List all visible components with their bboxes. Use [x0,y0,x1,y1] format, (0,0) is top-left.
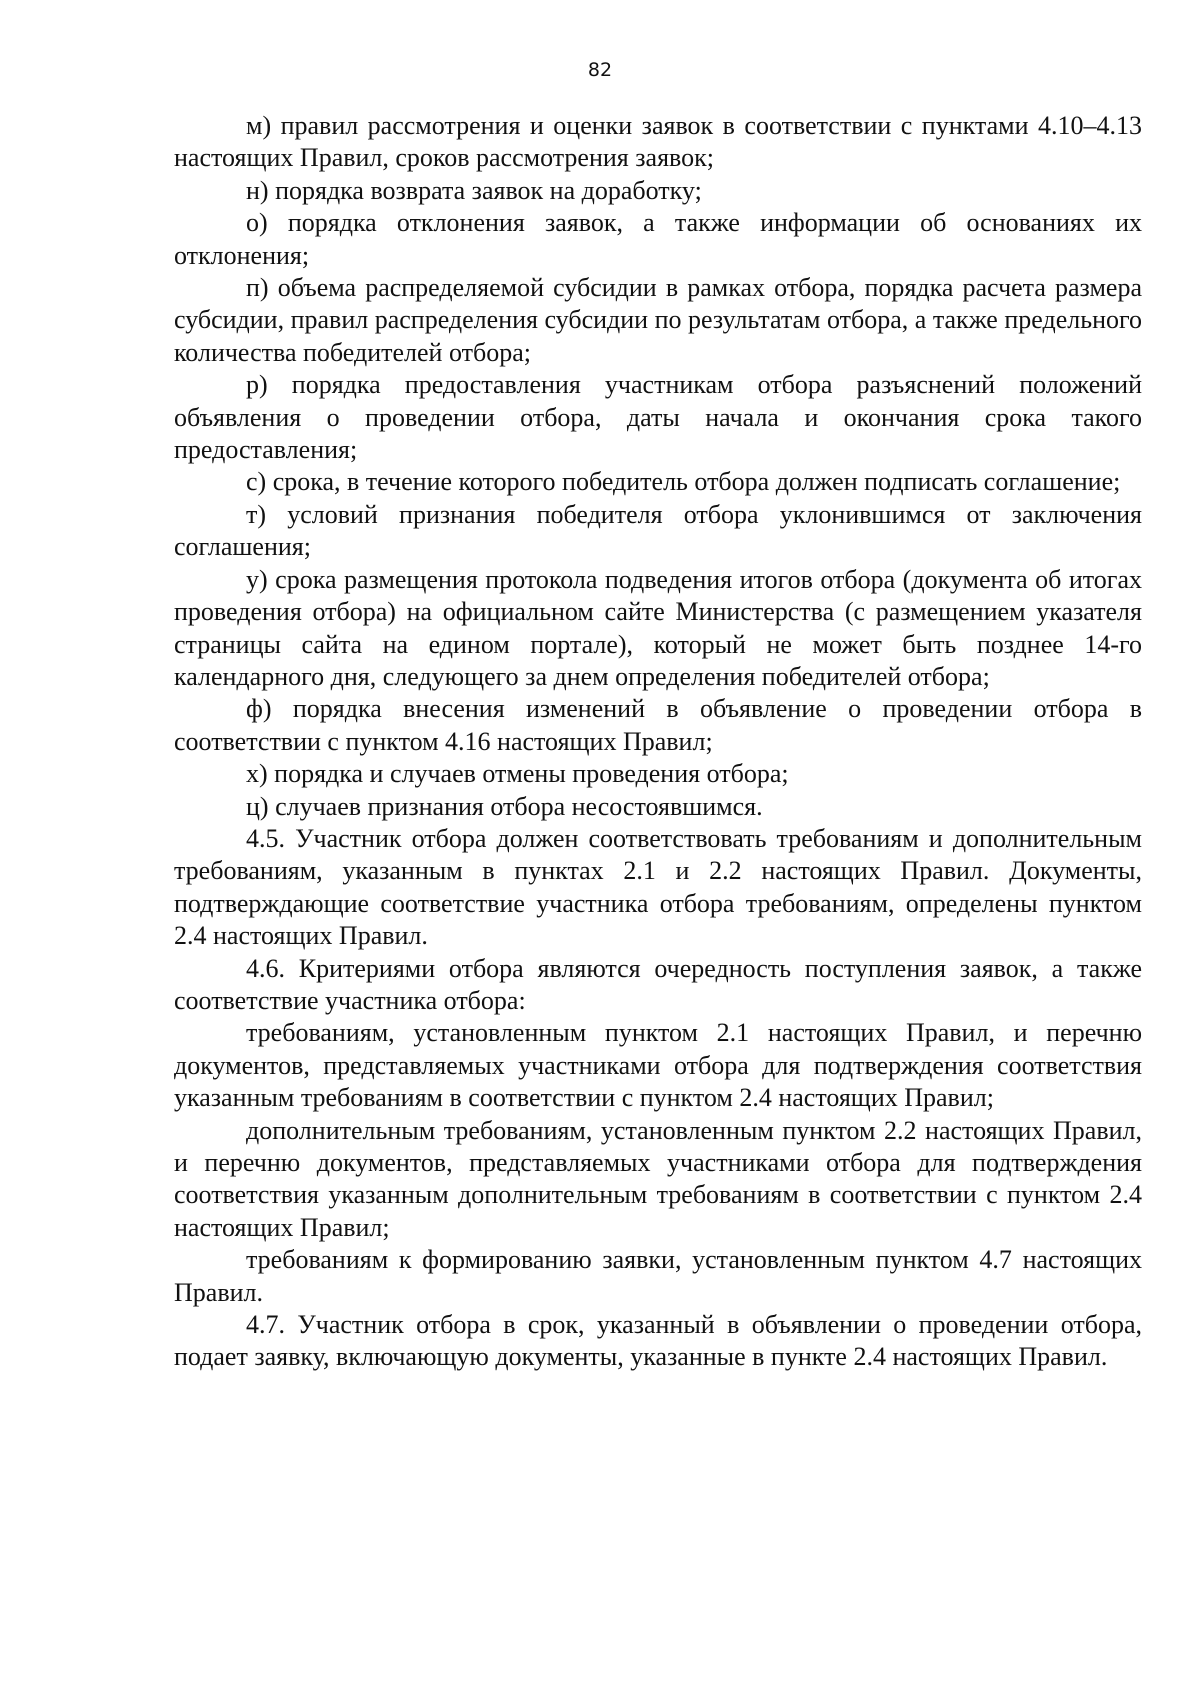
paragraph-t: т) условий признания победителя отбора уклонившимся от заключения соглашения; [174,499,1142,562]
paragraph-u: у) срока размещения протокола подведения итогов отбора (документа об итогах проведения отбора) на официальном сайте Министерства (с размещением указателя страницы сайта на едином портале), который не может быть позднее 14-го календарного дня, следующего за днем определения победителей отбора; [174,564,1142,691]
paragraph-ts: ц) случаев признания отбора несостоявшимся. [246,791,763,821]
paragraph-r: р) порядка предоставления участникам отбора разъяснений положений объявления о проведении отбора, даты начала и окончания срока такого предоставления; [174,370,1142,465]
paragraph-o: о) порядка отклонения заявок, а также информации об основаниях их отклонения; [174,208,1142,270]
paragraph-kh: х) порядка и случаев отмены проведения отбора; [246,759,789,789]
paragraph-p: п) объема распределяемой субсидии в рамках отбора, порядка расчета размера субсидии, правил распределения субсидии по результатам отбора, а также предельного количества победителей отбора; [174,273,1142,367]
paragraph-4-7: 4.7. Участник отбора в срок, указанный в объявлении о проведении отбора, подает заявку, включающую документы, указанные в пункте 2.4 настоящих Правил. [174,1310,1142,1372]
paragraph-n: н) порядка возврата заявок на доработку; [246,175,702,205]
document-body [174,110,1142,1374]
paragraph-4-5: 4.5. Участник отбора должен соответствовать требованиям и дополнительным требованиям, указанным в пунктах 2.1 и 2.2 настоящих Правил. Документы, подтверждающие соответствие участника отбора требованиям, определены пунктом 2.4 настоящих Правил. [174,823,1142,951]
page-number: 82 [587,59,613,81]
paragraph-m: м) правил рассмотрения и оценки заявок в соответствии с пунктами 4.10–4.13 настоящих Правил, сроков рассмотрения заявок; [174,111,1142,173]
paragraph-4-6: 4.6. Критериями отбора являются очередность поступления заявок, а также соответствие участника отбора: [174,953,1142,1015]
paragraph-s: с) срока, в течение которого победитель отбора должен подписать соглашение; [246,467,1121,497]
paragraph-4-6-item-3: требованиям к формированию заявки, установленным пунктом 4.7 настоящих Правил. [174,1245,1142,1307]
paragraph-f: ф) порядка внесения изменений в объявление о проведении отбора в соответствии с пунктом 4.16 настоящих Правил; [174,694,1142,756]
paragraph-4-6-item-1: требованиям, установленным пунктом 2.1 настоящих Правил, и перечню документов, представляемых участниками отбора для подтверждения соответствия указанным требованиям в соответствии с пунктом 2.4 настоящих Правил; [174,1018,1142,1113]
paragraph-4-6-item-2: дополнительным требованиям, установленным пунктом 2.2 настоящих Правил, и перечню документов, представляемых участниками отбора для подтверждения соответствия указанным дополнительным требованиям в соответствии с пунктом 2.4 настоящих Правил; [174,1115,1142,1242]
